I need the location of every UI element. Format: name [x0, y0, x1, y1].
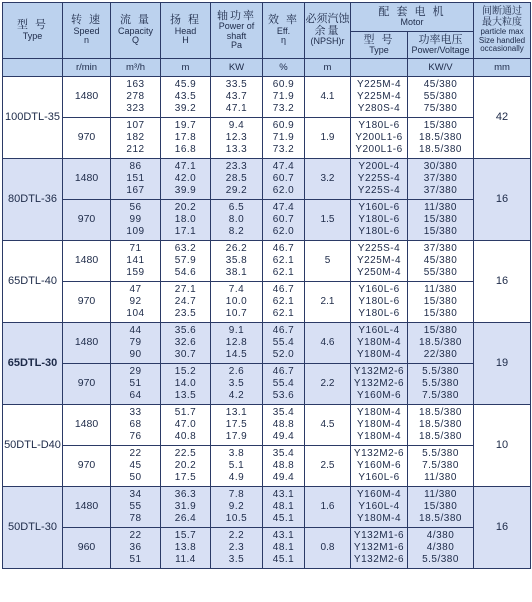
speed-cell: 960	[63, 528, 111, 569]
npsh-cell: 3.2	[305, 159, 351, 200]
speed-cell: 970	[63, 282, 111, 323]
capacity-cell: 33 68 76	[111, 405, 161, 446]
motor-power-voltage-cell: 11/380 15/380 15/380	[408, 282, 474, 323]
capacity-cell: 22 36 51	[111, 528, 161, 569]
speed-cell: 1480	[63, 159, 111, 200]
header-particle-max: 间断通过 最大粒度 particle max Size handled occasionally	[474, 3, 531, 59]
table-row	[3, 446, 531, 487]
unit-npsh: m	[305, 59, 351, 77]
npsh-cell: 0.8	[305, 528, 351, 569]
efficiency-cell: 35.4 48.8 49.4	[263, 446, 305, 487]
shaft-power-cell: 2.6 3.5 4.2	[211, 364, 263, 405]
capacity-cell: 47 92 104	[111, 282, 161, 323]
capacity-cell: 22 45 50	[111, 446, 161, 487]
header-npsh: 必须汽蚀 余量 (NPSH)r	[305, 3, 351, 59]
model-name-cell: 100DTL-35	[3, 77, 63, 159]
efficiency-cell: 60.9 71.9 73.2	[263, 118, 305, 159]
npsh-cell: 1.9	[305, 118, 351, 159]
particle-max-cell: 16	[474, 241, 531, 323]
table-row	[3, 77, 531, 118]
shaft-power-cell: 7.4 10.0 10.7	[211, 282, 263, 323]
particle-max-cell: 42	[474, 77, 531, 159]
head-cell: 63.2 57.9 54.6	[161, 241, 211, 282]
npsh-cell: 4.6	[305, 323, 351, 364]
header-efficiency: 效 率 Eff. η	[263, 3, 305, 59]
capacity-cell: 29 51 64	[111, 364, 161, 405]
motor-type-cell: Y132M2-6 Y132M2-6 Y160M-6	[351, 364, 408, 405]
model-name-cell: 65DTL-30	[3, 323, 63, 405]
npsh-cell: 4.1	[305, 77, 351, 118]
model-name-cell: 65DTL-40	[3, 241, 63, 323]
shaft-power-cell: 3.8 5.1 4.9	[211, 446, 263, 487]
shaft-power-cell: 7.8 9.2 10.5	[211, 487, 263, 528]
speed-cell: 970	[63, 446, 111, 487]
efficiency-cell: 43.1 48.1 45.1	[263, 528, 305, 569]
model-name-cell: 80DTL-36	[3, 159, 63, 241]
particle-max-cell: 16	[474, 159, 531, 241]
motor-power-voltage-cell: 45/380 55/380 75/380	[408, 77, 474, 118]
head-cell: 20.2 18.0 17.1	[161, 200, 211, 241]
header-motor: 配 套 电 机 Motor	[351, 3, 474, 32]
efficiency-cell: 46.7 62.1 62.1	[263, 241, 305, 282]
motor-type-cell: Y225M-4 Y225M-4 Y280S-4	[351, 77, 408, 118]
motor-type-cell: Y160L-6 Y180L-6 Y180L-6	[351, 200, 408, 241]
model-name-cell: 50DTL-30	[3, 487, 63, 569]
header-motor-power-voltage: 功率电压 Power/Voltage	[408, 32, 474, 59]
motor-type-cell: Y160M-4 Y160L-4 Y180M-4	[351, 487, 408, 528]
shaft-power-cell: 9.4 12.3 13.3	[211, 118, 263, 159]
unit-type	[3, 59, 63, 77]
unit-pmax: mm	[474, 59, 531, 77]
table-row	[3, 323, 531, 364]
table-row	[3, 364, 531, 405]
npsh-cell: 5	[305, 241, 351, 282]
motor-type-cell: Y132M1-6 Y132M1-6 Y132M2-6	[351, 528, 408, 569]
efficiency-cell: 60.9 71.9 73.2	[263, 77, 305, 118]
unit-head: m	[161, 59, 211, 77]
unit-power: KW	[211, 59, 263, 77]
npsh-cell: 2.2	[305, 364, 351, 405]
shaft-power-cell: 13.1 17.5 17.9	[211, 405, 263, 446]
unit-speed: r/min	[63, 59, 111, 77]
speed-cell: 970	[63, 118, 111, 159]
motor-power-voltage-cell: 11/380 15/380 18.5/380	[408, 487, 474, 528]
header-motor-type: 型 号 Type	[351, 32, 408, 59]
header-shaft-power: 轴功率 Power of shaft Pa	[211, 3, 263, 59]
head-cell: 22.5 20.2 17.5	[161, 446, 211, 487]
table-row	[3, 241, 531, 282]
head-cell: 35.6 32.6 30.7	[161, 323, 211, 364]
motor-type-cell: Y225S-4 Y225M-4 Y250M-4	[351, 241, 408, 282]
unit-motor-pv: KW/V	[408, 59, 474, 77]
speed-cell: 1480	[63, 241, 111, 282]
unit-eff: %	[263, 59, 305, 77]
speed-cell: 1480	[63, 323, 111, 364]
particle-max-cell: 16	[474, 487, 531, 569]
motor-power-voltage-cell: 5.5/380 7.5/380 11/380	[408, 446, 474, 487]
capacity-cell: 34 55 78	[111, 487, 161, 528]
header-head: 扬 程 Head H	[161, 3, 211, 59]
npsh-cell: 4.5	[305, 405, 351, 446]
npsh-cell: 2.5	[305, 446, 351, 487]
head-cell: 47.1 42.0 39.9	[161, 159, 211, 200]
speed-cell: 970	[63, 200, 111, 241]
head-cell: 27.1 24.7 23.5	[161, 282, 211, 323]
speed-cell: 1480	[63, 405, 111, 446]
head-cell: 15.2 14.0 13.5	[161, 364, 211, 405]
header-type: 型 号 Type	[3, 3, 63, 59]
table-row	[3, 528, 531, 569]
efficiency-cell: 46.7 62.1 62.1	[263, 282, 305, 323]
motor-power-voltage-cell: 5.5/380 5.5/380 7.5/380	[408, 364, 474, 405]
head-cell: 51.7 47.0 40.8	[161, 405, 211, 446]
motor-power-voltage-cell: 15/380 18.5/380 22/380	[408, 323, 474, 364]
head-cell: 19.7 17.8 16.8	[161, 118, 211, 159]
table-row	[3, 200, 531, 241]
motor-power-voltage-cell: 37/380 45/380 55/380	[408, 241, 474, 282]
shaft-power-cell: 2.2 2.3 3.5	[211, 528, 263, 569]
unit-motor-type	[351, 59, 408, 77]
pump-spec-table	[2, 2, 531, 569]
npsh-cell: 1.6	[305, 487, 351, 528]
head-cell: 15.7 13.8 11.4	[161, 528, 211, 569]
head-cell: 36.3 31.9 26.4	[161, 487, 211, 528]
table-row	[3, 487, 531, 528]
head-cell: 45.9 43.5 39.2	[161, 77, 211, 118]
table-row	[3, 159, 531, 200]
header-capacity: 流 量 Capacity Q	[111, 3, 161, 59]
unit-flow: m³/h	[111, 59, 161, 77]
shaft-power-cell: 6.5 8.0 8.2	[211, 200, 263, 241]
table-row	[3, 405, 531, 446]
shaft-power-cell: 33.5 43.7 47.1	[211, 77, 263, 118]
capacity-cell: 71 141 159	[111, 241, 161, 282]
motor-type-cell: Y200L-4 Y225S-4 Y225S-4	[351, 159, 408, 200]
particle-max-cell: 19	[474, 323, 531, 405]
table-row	[3, 282, 531, 323]
motor-power-voltage-cell: 11/380 15/380 15/380	[408, 200, 474, 241]
shaft-power-cell: 9.1 12.8 14.5	[211, 323, 263, 364]
efficiency-cell: 46.7 55.4 52.0	[263, 323, 305, 364]
efficiency-cell: 47.4 60.7 62.0	[263, 159, 305, 200]
units-row	[3, 59, 531, 77]
motor-power-voltage-cell: 4/380 4/380 5.5/380	[408, 528, 474, 569]
table-row	[3, 118, 531, 159]
efficiency-cell: 47.4 60.7 62.0	[263, 200, 305, 241]
motor-power-voltage-cell: 18.5/380 18.5/380 18.5/380	[408, 405, 474, 446]
motor-power-voltage-cell: 15/380 18.5/380 18.5/380	[408, 118, 474, 159]
capacity-cell: 163 278 323	[111, 77, 161, 118]
capacity-cell: 56 99 109	[111, 200, 161, 241]
motor-type-cell: Y132M2-6 Y160M-6 Y160L-6	[351, 446, 408, 487]
motor-type-cell: Y180M-4 Y180M-4 Y180M-4	[351, 405, 408, 446]
shaft-power-cell: 26.2 35.8 38.1	[211, 241, 263, 282]
particle-max-cell: 10	[474, 405, 531, 487]
npsh-cell: 2.1	[305, 282, 351, 323]
motor-type-cell: Y180L-6 Y200L1-6 Y200L1-6	[351, 118, 408, 159]
shaft-power-cell: 23.3 28.5 29.2	[211, 159, 263, 200]
speed-cell: 970	[63, 364, 111, 405]
capacity-cell: 44 79 90	[111, 323, 161, 364]
model-name-cell: 50DTL-D40	[3, 405, 63, 487]
efficiency-cell: 43.1 48.1 45.1	[263, 487, 305, 528]
efficiency-cell: 46.7 55.4 53.6	[263, 364, 305, 405]
efficiency-cell: 35.4 48.8 49.4	[263, 405, 305, 446]
npsh-cell: 1.5	[305, 200, 351, 241]
motor-type-cell: Y160L-4 Y180M-4 Y180M-4	[351, 323, 408, 364]
motor-power-voltage-cell: 30/380 37/380 37/380	[408, 159, 474, 200]
speed-cell: 1480	[63, 487, 111, 528]
speed-cell: 1480	[63, 77, 111, 118]
capacity-cell: 86 151 167	[111, 159, 161, 200]
capacity-cell: 107 182 212	[111, 118, 161, 159]
motor-type-cell: Y160L-6 Y180L-6 Y180L-6	[351, 282, 408, 323]
header-speed: 转 速 Speed n	[63, 3, 111, 59]
